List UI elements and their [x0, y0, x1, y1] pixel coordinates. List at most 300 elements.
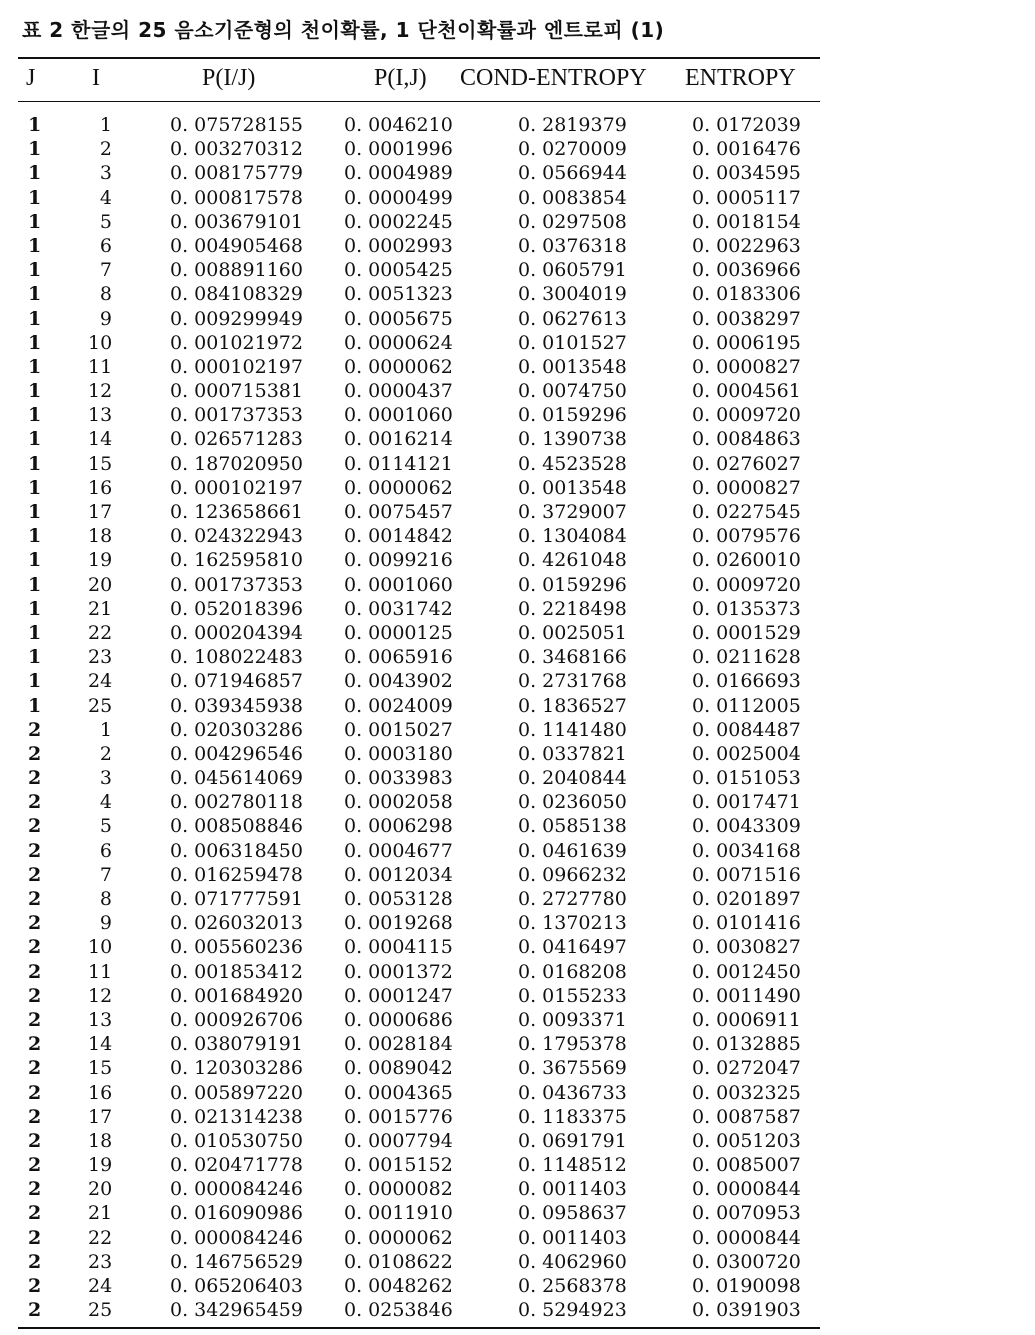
cell-p-joint: 0. 0015152	[344, 1154, 453, 1177]
cell-p-cond: 0. 071777591	[170, 888, 303, 910]
cell-p-joint: 0. 0024009	[344, 694, 453, 717]
table-row	[18, 355, 820, 379]
table-row	[18, 282, 820, 306]
table-row	[18, 766, 820, 790]
table-row	[18, 1250, 820, 1274]
cell-j: 1	[28, 331, 42, 354]
cell-i: 12	[88, 984, 113, 1007]
cell-entropy: 0. 0084487	[692, 718, 801, 741]
cell-entropy: 0. 0085007	[692, 1154, 801, 1177]
cell-p-joint: 0. 0001060	[344, 573, 453, 596]
cell-j: 2	[28, 718, 42, 741]
cell-p-joint: 0. 0019268	[344, 912, 453, 935]
cell-cond-entropy: 0. 0297508	[518, 210, 627, 233]
header-entropy: ENTROPY	[685, 65, 796, 91]
cell-p-joint: 0. 0014842	[344, 525, 453, 548]
cell-p-cond: 0. 000084246	[170, 1178, 303, 1201]
cell-j: 1	[28, 573, 42, 596]
table-row	[18, 1008, 820, 1032]
cell-entropy: 0. 0000827	[692, 355, 801, 378]
cell-i: 25	[88, 694, 113, 717]
cell-cond-entropy: 0. 0155233	[518, 984, 627, 1007]
cell-cond-entropy: 0. 0093371	[518, 1008, 627, 1031]
table-row	[18, 161, 820, 185]
cell-p-joint: 0. 0099216	[344, 549, 453, 572]
cell-p-joint: 0. 0006298	[344, 815, 453, 838]
cell-i: 16	[88, 1081, 113, 1104]
cell-i: 10	[88, 331, 113, 354]
cell-p-cond: 0. 000715381	[170, 380, 303, 403]
cell-p-joint: 0. 0004115	[344, 936, 453, 959]
cell-entropy: 0. 0070953	[692, 1202, 801, 1225]
cell-p-joint: 0. 0065916	[344, 646, 453, 669]
cell-j: 1	[28, 694, 42, 717]
cell-i: 12	[88, 380, 113, 403]
cell-cond-entropy: 0. 0013548	[518, 476, 627, 499]
table-row	[18, 186, 820, 210]
cell-p-joint: 0. 0000624	[344, 331, 453, 354]
cell-entropy: 0. 0051203	[692, 1129, 801, 1152]
cell-p-cond: 0. 146756529	[170, 1250, 303, 1273]
table-row	[18, 645, 820, 669]
cell-entropy: 0. 0071516	[692, 863, 801, 886]
cell-cond-entropy: 0. 0083854	[518, 186, 627, 209]
cell-j: 1	[28, 162, 42, 185]
cell-entropy: 0. 0034595	[692, 162, 801, 185]
cell-j: 1	[28, 549, 42, 572]
cell-j: 1	[28, 283, 42, 306]
cell-entropy: 0. 0030827	[692, 936, 801, 959]
cell-j: 2	[28, 1299, 42, 1322]
cell-p-joint: 0. 0051323	[344, 283, 453, 306]
cell-entropy: 0. 0018154	[692, 210, 801, 233]
cell-p-joint: 0. 0053128	[344, 888, 453, 910]
cell-cond-entropy: 0. 0461639	[518, 839, 627, 862]
cell-p-cond: 0. 162595810	[170, 549, 303, 572]
cell-p-cond: 0. 075728155	[170, 114, 303, 136]
cell-entropy: 0. 0101416	[692, 912, 801, 935]
cell-i: 2	[99, 742, 112, 765]
cell-p-cond: 0. 123658661	[170, 501, 303, 523]
cell-p-joint: 0. 0016214	[344, 428, 453, 451]
cell-i: 22	[88, 1226, 113, 1249]
table-row	[18, 258, 820, 282]
cell-cond-entropy: 0. 1148512	[518, 1154, 627, 1177]
cell-p-joint: 0. 0001996	[344, 138, 453, 161]
cell-entropy: 0. 0038297	[692, 307, 801, 330]
cell-p-joint: 0. 0004365	[344, 1081, 453, 1104]
cell-j: 2	[28, 815, 42, 838]
cell-j: 2	[28, 1250, 42, 1273]
cell-p-cond: 0. 000204394	[170, 621, 303, 644]
cell-p-joint: 0. 0108622	[344, 1250, 453, 1273]
cell-entropy: 0. 0190098	[692, 1275, 801, 1297]
cell-entropy: 0. 0009720	[692, 573, 801, 596]
table-row	[18, 1177, 820, 1201]
cell-i: 17	[88, 501, 113, 523]
cell-j: 2	[28, 984, 42, 1007]
table-row	[18, 500, 820, 524]
cell-entropy: 0. 0112005	[692, 694, 801, 717]
cell-cond-entropy: 0. 0270009	[518, 138, 627, 161]
cell-j: 2	[28, 1105, 42, 1128]
cell-i: 24	[88, 670, 113, 693]
table-row	[18, 403, 820, 427]
table-row	[18, 548, 820, 572]
table-row	[18, 960, 820, 984]
table-row	[18, 331, 820, 355]
cell-p-cond: 0. 001853412	[170, 960, 303, 983]
cell-i: 8	[99, 888, 112, 910]
table-row	[18, 984, 820, 1008]
cell-i: 8	[99, 283, 112, 306]
cell-j: 2	[28, 1057, 42, 1080]
table-row	[18, 814, 820, 838]
cell-i: 1	[99, 114, 112, 136]
cell-cond-entropy: 0. 2218498	[518, 597, 627, 620]
cell-p-cond: 0. 004296546	[170, 742, 303, 765]
cell-p-cond: 0. 038079191	[170, 1033, 303, 1056]
cell-p-joint: 0. 0089042	[344, 1057, 453, 1080]
cell-entropy: 0. 0211628	[692, 646, 801, 669]
cell-entropy: 0. 0032325	[692, 1081, 801, 1104]
cell-p-joint: 0. 0003180	[344, 742, 453, 765]
cell-p-cond: 0. 006318450	[170, 839, 303, 862]
cell-i: 13	[88, 1008, 113, 1031]
table-row	[18, 137, 820, 161]
cell-i: 15	[88, 452, 113, 475]
cell-cond-entropy: 0. 1370213	[518, 912, 627, 935]
cell-cond-entropy: 0. 0011403	[518, 1226, 627, 1249]
cell-entropy: 0. 0009720	[692, 404, 801, 427]
cell-p-joint: 0. 0004989	[344, 162, 453, 185]
cell-entropy: 0. 0016476	[692, 138, 801, 161]
cell-p-joint: 0. 0000082	[344, 1178, 453, 1201]
cell-entropy: 0. 0084863	[692, 428, 801, 451]
cell-p-cond: 0. 001684920	[170, 984, 303, 1007]
cell-p-joint: 0. 0114121	[344, 452, 453, 475]
table-row	[18, 1032, 820, 1056]
cell-p-cond: 0. 016259478	[170, 863, 303, 886]
cell-entropy: 0. 0183306	[692, 283, 801, 306]
cell-i: 23	[88, 1250, 113, 1273]
cell-p-joint: 0. 0007794	[344, 1129, 453, 1152]
cell-j: 2	[28, 912, 42, 935]
cell-p-cond: 0. 052018396	[170, 597, 303, 620]
table-row	[18, 718, 820, 742]
cell-i: 10	[88, 936, 113, 959]
cell-cond-entropy: 0. 1183375	[518, 1105, 627, 1128]
cell-cond-entropy: 0. 0585138	[518, 815, 627, 838]
cell-p-cond: 0. 008508846	[170, 815, 303, 838]
cell-p-joint: 0. 0002245	[344, 210, 453, 233]
cell-cond-entropy: 0. 2568378	[518, 1275, 627, 1297]
cell-cond-entropy: 0. 3004019	[518, 283, 627, 306]
cell-p-cond: 0. 000084246	[170, 1226, 303, 1249]
cell-j: 1	[28, 452, 42, 475]
cell-cond-entropy: 0. 0236050	[518, 791, 627, 814]
cell-p-cond: 0. 000817578	[170, 186, 303, 209]
cell-entropy: 0. 0004561	[692, 380, 801, 403]
table-top-rule	[18, 57, 820, 59]
table-row	[18, 1056, 820, 1080]
cell-entropy: 0. 0172039	[692, 114, 801, 136]
cell-j: 2	[28, 742, 42, 765]
cell-i: 18	[88, 1129, 113, 1152]
table-row	[18, 379, 820, 403]
cell-cond-entropy: 0. 0566944	[518, 162, 627, 185]
cell-entropy: 0. 0079576	[692, 525, 801, 548]
cell-entropy: 0. 0017471	[692, 791, 801, 814]
cell-cond-entropy: 0. 0074750	[518, 380, 627, 403]
table-row	[18, 1274, 820, 1298]
cell-p-joint: 0. 0012034	[344, 863, 453, 886]
cell-i: 9	[99, 307, 112, 330]
cell-p-cond: 0. 026571283	[170, 428, 303, 451]
cell-p-cond: 0. 010530750	[170, 1129, 303, 1152]
cell-p-joint: 0. 0000125	[344, 621, 453, 644]
cell-entropy: 0. 0036966	[692, 259, 801, 282]
cell-i: 2	[99, 138, 112, 161]
cell-i: 7	[99, 863, 112, 886]
table-caption: 표 2 한글의 25 음소기준형의 천이확률, 1 단천이확률과 엔트로피 (1)	[22, 18, 665, 42]
cell-entropy: 0. 0006911	[692, 1008, 801, 1031]
cell-i: 5	[99, 815, 112, 838]
cell-j: 1	[28, 114, 42, 136]
cell-i: 3	[99, 767, 112, 790]
cell-p-joint: 0. 0000499	[344, 186, 453, 209]
cell-p-joint: 0. 0015776	[344, 1105, 453, 1128]
cell-cond-entropy: 0. 4261048	[518, 549, 627, 572]
cell-cond-entropy: 0. 3729007	[518, 501, 627, 523]
cell-p-cond: 0. 016090986	[170, 1202, 303, 1225]
cell-entropy: 0. 0005117	[692, 186, 801, 209]
cell-p-joint: 0. 0004677	[344, 839, 453, 862]
table-row	[18, 234, 820, 258]
cell-cond-entropy: 0. 1836527	[518, 694, 627, 717]
cell-p-cond: 0. 187020950	[170, 452, 303, 475]
table-row	[18, 476, 820, 500]
cell-p-cond: 0. 003679101	[170, 210, 303, 233]
table-row	[18, 573, 820, 597]
cell-i: 21	[88, 1202, 113, 1225]
table-row	[18, 452, 820, 476]
cell-p-cond: 0. 000102197	[170, 355, 303, 378]
cell-p-cond: 0. 020303286	[170, 718, 303, 741]
cell-j: 1	[28, 670, 42, 693]
cell-p-cond: 0. 001737353	[170, 404, 303, 427]
cell-p-joint: 0. 0001060	[344, 404, 453, 427]
cell-p-joint: 0. 0033983	[344, 767, 453, 790]
cell-entropy: 0. 0132885	[692, 1033, 801, 1056]
table-row	[18, 307, 820, 331]
cell-p-cond: 0. 001737353	[170, 573, 303, 596]
cell-cond-entropy: 0. 2727780	[518, 888, 627, 910]
cell-p-cond: 0. 342965459	[170, 1299, 303, 1322]
cell-entropy: 0. 0151053	[692, 767, 801, 790]
cell-entropy: 0. 0012450	[692, 960, 801, 983]
cell-i: 16	[88, 476, 113, 499]
cell-j: 1	[28, 186, 42, 209]
cell-entropy: 0. 0025004	[692, 742, 801, 765]
cell-p-joint: 0. 0000062	[344, 1226, 453, 1249]
table-row	[18, 790, 820, 814]
cell-entropy: 0. 0011490	[692, 984, 801, 1007]
cell-i: 21	[88, 597, 113, 620]
cell-entropy: 0. 0000844	[692, 1226, 801, 1249]
table-row	[18, 427, 820, 451]
cell-entropy: 0. 0166693	[692, 670, 801, 693]
cell-entropy: 0. 0043309	[692, 815, 801, 838]
cell-entropy: 0. 0022963	[692, 234, 801, 257]
cell-i: 13	[88, 404, 113, 427]
cell-cond-entropy: 0. 0159296	[518, 573, 627, 596]
cell-i: 11	[88, 960, 113, 983]
cell-j: 1	[28, 428, 42, 451]
table-row	[18, 1201, 820, 1225]
cell-p-joint: 0. 0001247	[344, 984, 453, 1007]
cell-p-joint: 0. 0001372	[344, 960, 453, 983]
cell-i: 15	[88, 1057, 113, 1080]
cell-p-joint: 0. 0028184	[344, 1033, 453, 1056]
cell-p-cond: 0. 005560236	[170, 936, 303, 959]
cell-j: 1	[28, 355, 42, 378]
cell-i: 22	[88, 621, 113, 644]
cell-p-joint: 0. 0000686	[344, 1008, 453, 1031]
cell-entropy: 0. 0087587	[692, 1105, 801, 1128]
table-row	[18, 742, 820, 766]
cell-j: 1	[28, 597, 42, 620]
cell-i: 19	[88, 1154, 113, 1177]
cell-cond-entropy: 0. 0376318	[518, 234, 627, 257]
cell-p-cond: 0. 120303286	[170, 1057, 303, 1080]
cell-p-cond: 0. 001021972	[170, 331, 303, 354]
cell-cond-entropy: 0. 0605791	[518, 259, 627, 282]
cell-entropy: 0. 0227545	[692, 501, 801, 523]
cell-i: 18	[88, 525, 113, 548]
cell-j: 1	[28, 307, 42, 330]
cell-p-joint: 0. 0002058	[344, 791, 453, 814]
cell-entropy: 0. 0000844	[692, 1178, 801, 1201]
cell-p-cond: 0. 020471778	[170, 1154, 303, 1177]
cell-cond-entropy: 0. 0101527	[518, 331, 627, 354]
cell-cond-entropy: 0. 0159296	[518, 404, 627, 427]
cell-p-joint: 0. 0046210	[344, 114, 453, 136]
cell-j: 1	[28, 380, 42, 403]
cell-i: 19	[88, 549, 113, 572]
cell-cond-entropy: 0. 0627613	[518, 307, 627, 330]
cell-j: 1	[28, 476, 42, 499]
cell-p-cond: 0. 021314238	[170, 1105, 303, 1128]
table-row	[18, 911, 820, 935]
cell-cond-entropy: 0. 4062960	[518, 1250, 627, 1273]
cell-i: 5	[99, 210, 112, 233]
table-row	[18, 621, 820, 645]
cell-i: 20	[88, 573, 113, 596]
header-i: I	[92, 65, 100, 91]
cell-p-cond: 0. 108022483	[170, 646, 303, 669]
cell-p-joint: 0. 0002993	[344, 234, 453, 257]
cell-j: 1	[28, 646, 42, 669]
table-row	[18, 210, 820, 234]
cell-j: 1	[28, 210, 42, 233]
cell-j: 1	[28, 621, 42, 644]
header-p-joint: P(I,J)	[374, 65, 427, 91]
table-header	[18, 61, 820, 99]
cell-i: 4	[99, 791, 112, 814]
cell-cond-entropy: 0. 0436733	[518, 1081, 627, 1104]
table-row	[18, 1105, 820, 1129]
cell-p-joint: 0. 0253846	[344, 1299, 453, 1322]
table-row	[18, 113, 820, 137]
cell-i: 1	[99, 718, 112, 741]
cell-j: 2	[28, 767, 42, 790]
table-row	[18, 839, 820, 863]
cell-p-joint: 0. 0048262	[344, 1275, 453, 1297]
table-row	[18, 1298, 820, 1322]
table-row	[18, 1081, 820, 1105]
cell-entropy: 0. 0260010	[692, 549, 801, 572]
cell-p-cond: 0. 065206403	[170, 1275, 303, 1297]
table-row	[18, 1226, 820, 1250]
cell-p-joint: 0. 0005675	[344, 307, 453, 330]
cell-cond-entropy: 0. 2731768	[518, 670, 627, 693]
cell-p-cond: 0. 024322943	[170, 525, 303, 548]
cell-i: 14	[88, 428, 113, 451]
cell-entropy: 0. 0391903	[692, 1299, 801, 1322]
cell-p-joint: 0. 0000062	[344, 355, 453, 378]
cell-j: 1	[28, 525, 42, 548]
cell-i: 23	[88, 646, 113, 669]
cell-p-joint: 0. 0000437	[344, 380, 453, 403]
table-row	[18, 669, 820, 693]
table-bottom-rule	[18, 1327, 820, 1329]
cell-cond-entropy: 0. 0337821	[518, 742, 627, 765]
table-row	[18, 597, 820, 621]
cell-i: 14	[88, 1033, 113, 1056]
cell-cond-entropy: 0. 2040844	[518, 767, 627, 790]
cell-j: 2	[28, 1178, 42, 1201]
cell-entropy: 0. 0034168	[692, 839, 801, 862]
cell-cond-entropy: 0. 0691791	[518, 1129, 627, 1152]
header-j: J	[26, 65, 36, 91]
cell-i: 11	[88, 355, 113, 378]
header-cond-entropy: COND-ENTROPY	[460, 65, 647, 91]
cell-j: 2	[28, 1202, 42, 1225]
cell-p-cond: 0. 084108329	[170, 283, 303, 306]
cell-p-cond: 0. 002780118	[170, 791, 303, 814]
cell-p-cond: 0. 004905468	[170, 234, 303, 257]
cell-entropy: 0. 0276027	[692, 452, 801, 475]
cell-entropy: 0. 0272047	[692, 1057, 801, 1080]
cell-j: 2	[28, 1154, 42, 1177]
table-row	[18, 1153, 820, 1177]
cell-j: 2	[28, 839, 42, 862]
cell-cond-entropy: 0. 0168208	[518, 960, 627, 983]
cell-p-joint: 0. 0075457	[344, 501, 453, 523]
cell-cond-entropy: 0. 4523528	[518, 452, 627, 475]
cell-i: 20	[88, 1178, 113, 1201]
cell-p-cond: 0. 071946857	[170, 670, 303, 693]
cell-j: 2	[28, 1129, 42, 1152]
cell-cond-entropy: 0. 1390738	[518, 428, 627, 451]
cell-i: 6	[99, 839, 112, 862]
cell-j: 1	[28, 259, 42, 282]
header-p-cond: P(I/J)	[202, 65, 256, 91]
cell-i: 3	[99, 162, 112, 185]
cell-cond-entropy: 0. 3675569	[518, 1057, 627, 1080]
cell-i: 4	[99, 186, 112, 209]
